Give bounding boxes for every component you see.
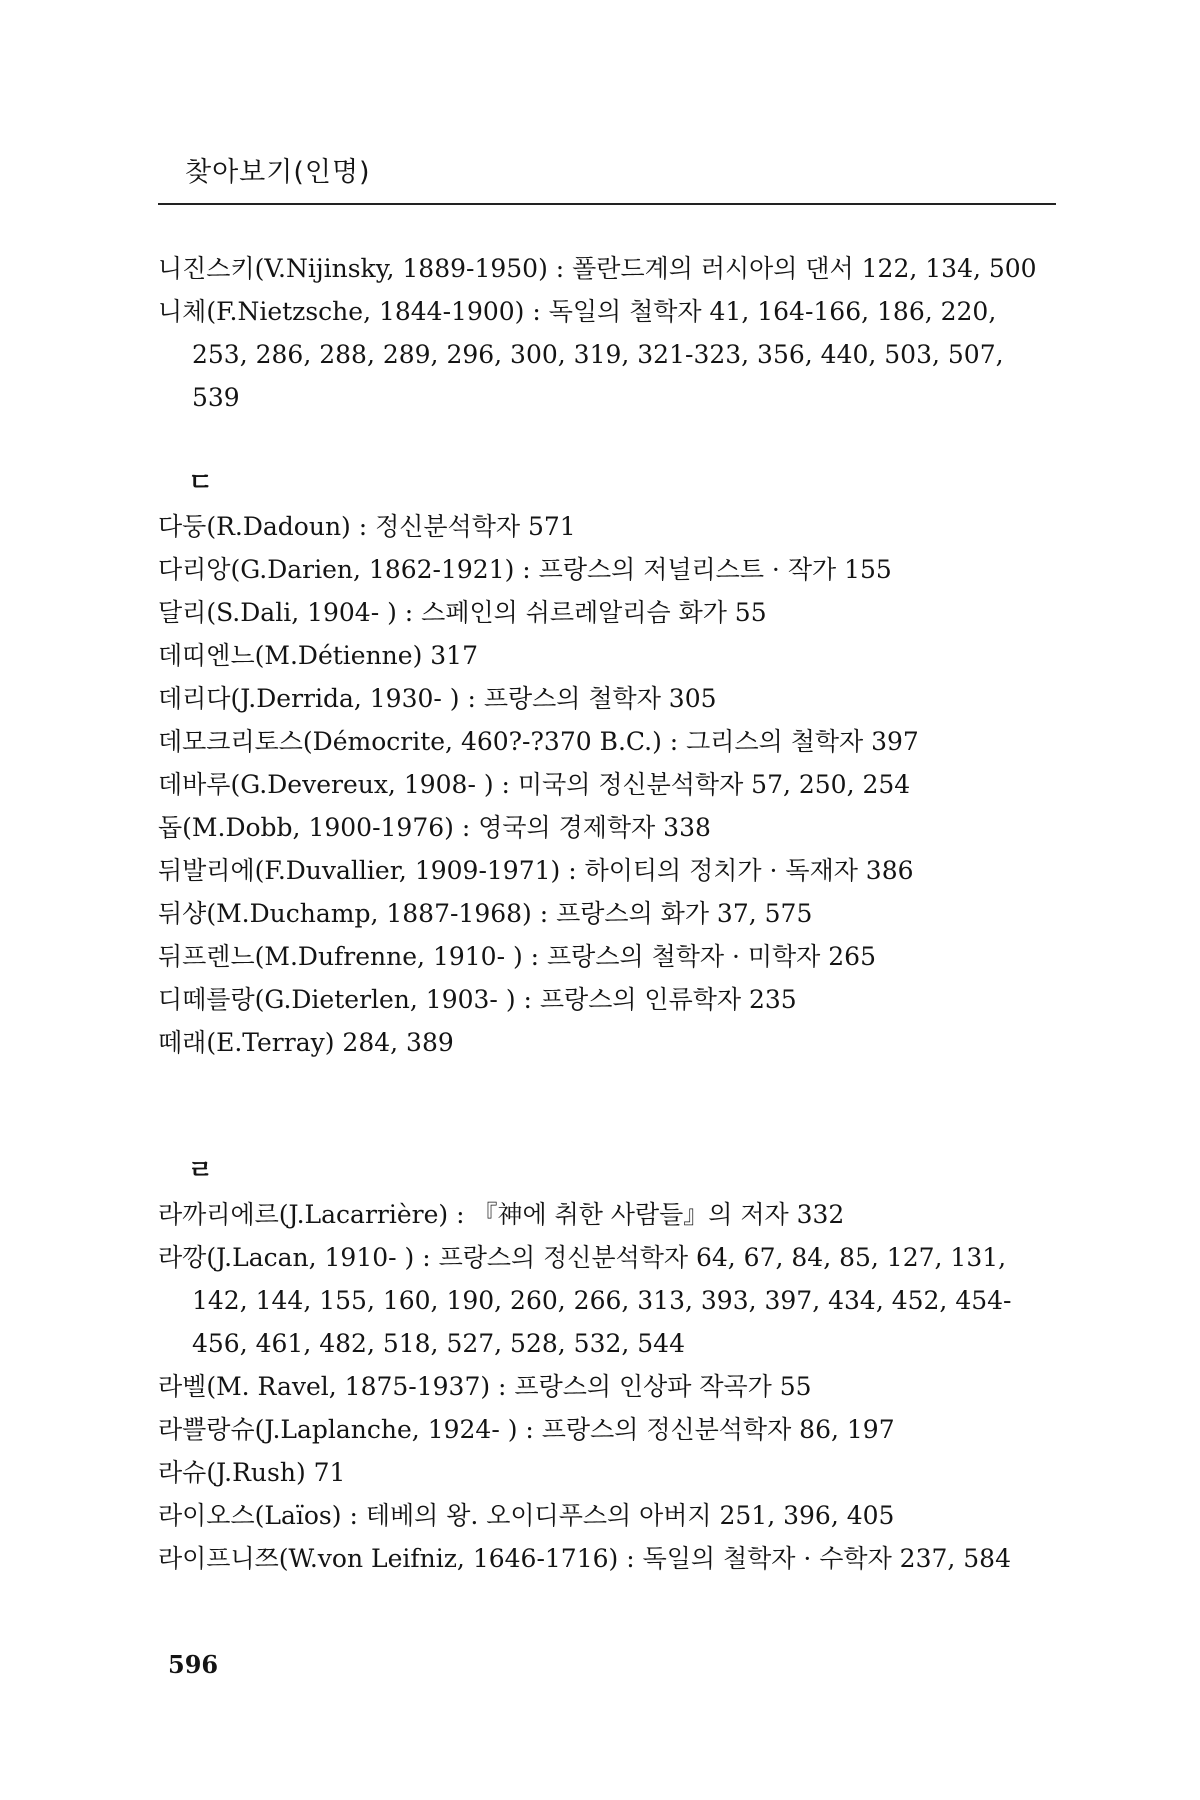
entry-detail: (G.Devereux, 1908- ) : 미국의 정신분석학자 57, 250, 254 — [230, 770, 911, 799]
section-letter: ㄷ — [188, 468, 214, 498]
index-entry — [158, 892, 1058, 935]
entry-detail: (J.Laplanche, 1924- ) : 프랑스의 정신분석학자 86, 197 — [254, 1415, 895, 1444]
entry-detail: (G.Darien, 1862-1921) : 프랑스의 저널리스트 · 작가 155 — [230, 555, 892, 584]
entry-name: 떼래 — [158, 1028, 207, 1057]
header-rule — [158, 203, 1056, 205]
index-entry — [158, 1537, 1058, 1580]
entry-detail: (M.Détienne) 317 — [254, 641, 478, 670]
index-entry — [158, 591, 1058, 634]
index-entry — [158, 978, 1058, 1021]
entry-name: 달리 — [158, 598, 207, 627]
index-entry — [158, 935, 1058, 978]
entry-detail: (M.Dobb, 1900-1976) : 영국의 경제학자 338 — [182, 813, 711, 842]
entry-detail: (J.Derrida, 1930- ) : 프랑스의 철학자 305 — [230, 684, 717, 713]
entry-name: 디떼를랑 — [158, 985, 255, 1014]
index-body — [158, 247, 1058, 1580]
page-number: 596 — [168, 1650, 219, 1679]
index-entry — [158, 1494, 1058, 1537]
entry-name: 뒤프렌느 — [158, 942, 255, 971]
index-entry — [158, 677, 1058, 720]
entry-name: 니진스키 — [158, 254, 255, 283]
entry-name: 다리앙 — [158, 555, 231, 584]
index-section — [158, 1150, 1058, 1580]
entry-name: 라벨 — [158, 1372, 207, 1401]
index-entry — [158, 763, 1058, 806]
index-entry — [158, 1236, 1058, 1365]
index-entry — [158, 548, 1058, 591]
entry-detail: (J.Rush) 71 — [206, 1458, 346, 1487]
entry-detail: (M.Duchamp, 1887-1968) : 프랑스의 화가 37, 575 — [206, 899, 813, 928]
index-entry — [158, 806, 1058, 849]
running-head: 찾아보기(인명) — [185, 157, 371, 188]
index-entry — [158, 290, 1058, 419]
entry-name: 니체 — [158, 297, 207, 326]
index-entry — [158, 720, 1058, 763]
section-gap — [158, 419, 1058, 462]
index-entry — [158, 1193, 1058, 1236]
entry-detail: (V.Nijinsky, 1889-1950) : 폴란드계의 러시아의 댄서 122, 134, 500 — [254, 254, 1037, 283]
index-section — [158, 462, 1058, 1064]
entry-detail: (W.von Leifniz, 1646-1716) : 독일의 철학자 · 수학자 237, 584 — [278, 1544, 1011, 1573]
entry-name: 라슈 — [158, 1458, 207, 1487]
index-entry — [158, 505, 1058, 548]
entry-detail: (J.Lacan, 1910- ) : 프랑스의 정신분석학자 64, 67, 84, 85, 127, 131, 142, 144, 155, 160, 190, 260, 266, 313, 393, 397, 434, 452, 454-456, 461, 482, 518, 527, 528, 532, 544 — [192, 1243, 1012, 1358]
section-letter: ㄹ — [188, 1156, 214, 1186]
entry-name: 라이오스 — [158, 1501, 255, 1530]
entry-name: 데띠엔느 — [158, 641, 255, 670]
index-entry — [158, 247, 1058, 290]
index-entry — [158, 1408, 1058, 1451]
entry-detail: (M. Ravel, 1875-1937) : 프랑스의 인상파 작곡가 55 — [206, 1372, 812, 1401]
entry-detail: (Laïos) : 테베의 왕. 오이디푸스의 아버지 251, 396, 405 — [254, 1501, 895, 1530]
entry-name: 다둥 — [158, 512, 207, 541]
index-entry — [158, 1021, 1058, 1064]
entry-name: 데바루 — [158, 770, 231, 799]
section-gap — [158, 1064, 1058, 1150]
entry-name: 돕 — [158, 813, 183, 842]
index-entry — [158, 849, 1058, 892]
index-entry — [158, 1365, 1058, 1408]
entry-name: 데모크리토스 — [158, 727, 303, 756]
entry-name: 라이프니쯔 — [158, 1544, 279, 1573]
entry-detail: (R.Dadoun) : 정신분석학자 571 — [206, 512, 576, 541]
entry-name: 데리다 — [158, 684, 231, 713]
index-section — [158, 247, 1058, 419]
entry-detail: (F.Duvallier, 1909-1971) : 하이티의 정치가 · 독재자 386 — [254, 856, 914, 885]
entry-name: 뒤샹 — [158, 899, 207, 928]
entry-detail: (S.Dali, 1904- ) : 스페인의 쉬르레알리슴 화가 55 — [206, 598, 767, 627]
entry-name: 라쁠랑슈 — [158, 1415, 255, 1444]
entry-name: 라까리에르 — [158, 1200, 279, 1229]
index-entry — [158, 1451, 1058, 1494]
index-entry — [158, 634, 1058, 677]
entry-detail: (J.Lacarrière) : 『神에 취한 사람들』의 저자 332 — [278, 1200, 845, 1229]
entry-detail: (G.Dieterlen, 1903- ) : 프랑스의 인류학자 235 — [254, 985, 797, 1014]
entry-detail: (E.Terray) 284, 389 — [206, 1028, 454, 1057]
entry-detail: (F.Nietzsche, 1844-1900) : 독일의 철학자 41, 164-166, 186, 220, 253, 286, 288, 289, 296, 300, 319, 321-323, 356, 440, 503, 507, 539 — [192, 297, 1004, 412]
entry-name: 라깡 — [158, 1243, 207, 1272]
entry-name: 뒤발리에 — [158, 856, 255, 885]
entry-detail: (Démocrite, 460?-?370 B.C.) : 그리스의 철학자 397 — [302, 727, 919, 756]
entry-detail: (M.Dufrenne, 1910- ) : 프랑스의 철학자 · 미학자 265 — [254, 942, 876, 971]
